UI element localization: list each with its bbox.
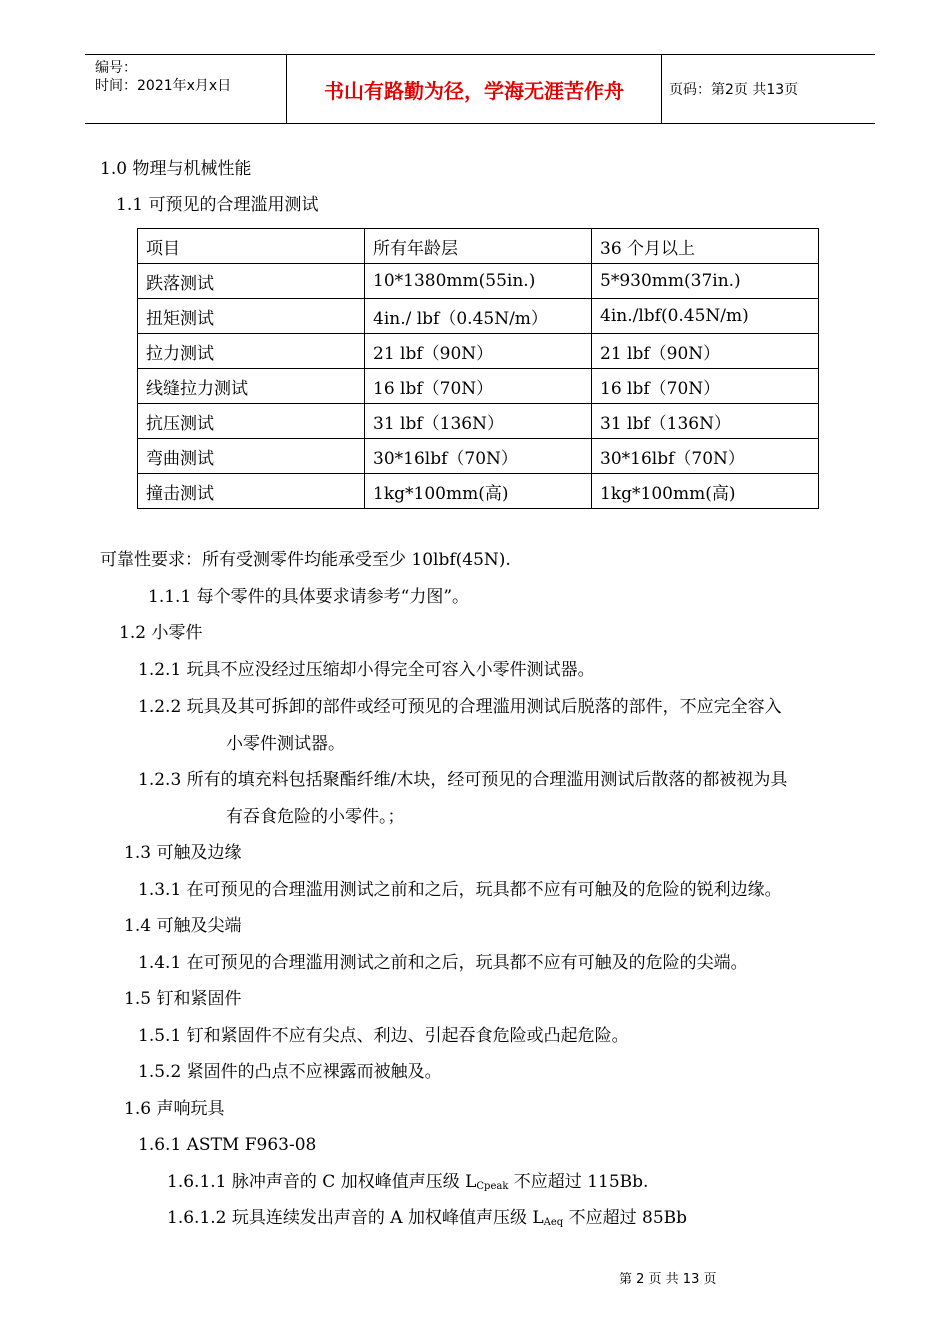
table-cell: 30*16lbf（70N）: [365, 439, 592, 474]
section-1-4-1: 1.4.1 在可预见的合理滥用测试之前和之后，玩具都不应有可触及的危险的尖端。: [138, 953, 748, 973]
header-page-label: 页码：第2页 共13页: [669, 82, 799, 98]
table-row: [138, 474, 819, 509]
table-cell: 1kg*100mm(高): [592, 474, 819, 509]
header-motto: 书山有路勤为径，学海无涯苦作舟: [286, 55, 662, 123]
table-cell: 4in./ lbf（0.45N/m）: [365, 299, 592, 334]
section-1-6: 1.6 声响玩具: [124, 1099, 225, 1119]
header-date-label: 时间：2021年x月x日: [95, 78, 232, 94]
section-1-2-3-line1: 1.2.3 所有的填充料包括聚酯纤维/木块，经可预见的合理滥用测试后散落的都被视为具: [138, 770, 788, 790]
table-cell: 21 lbf（90N）: [365, 334, 592, 369]
reliability-requirement: 可靠性要求：所有受测零件均能承受至少 10lbf(45N).: [100, 550, 511, 570]
table-cell: 弯曲测试: [138, 439, 365, 474]
section-1-2-2-line2: 小零件测试器。: [226, 734, 345, 754]
table-row: [138, 439, 819, 474]
table-cell: 31 lbf（136N）: [592, 404, 819, 439]
table-cell: 扭矩测试: [138, 299, 365, 334]
table-cell: 所有年龄层: [365, 229, 592, 264]
page-footer: 第 2 页 共 13 页: [619, 1272, 717, 1287]
a-eq-subscript: Aeq: [543, 1217, 564, 1228]
section-1-6-1-1-text: 1.6.1.1 脉冲声音的 C 加权峰值声压级 L: [167, 1172, 477, 1192]
table-cell: 31 lbf（136N）: [365, 404, 592, 439]
section-1-6-1-2: [167, 1207, 687, 1234]
table-cell: 4in./lbf(0.45N/m): [592, 299, 819, 334]
table-cell: 线缝拉力测试: [138, 369, 365, 404]
table-row: [138, 404, 819, 439]
section-1-6-1-1: [167, 1171, 648, 1198]
header-number-label: 编号：: [95, 60, 137, 76]
section-1-5: 1.5 钉和紧固件: [124, 989, 242, 1009]
table-cell: 30*16lbf（70N）: [592, 439, 819, 474]
table-cell: 拉力测试: [138, 334, 365, 369]
section-1-6-1-2-text: 1.6.1.2 玩具连续发出声音的 A 加权峰值声压级 L: [167, 1208, 544, 1228]
section-1-5-2: 1.5.2 紧固件的凸点不应裸露而被触及。: [138, 1062, 442, 1082]
test-spec-table: [137, 228, 819, 509]
table-row: [138, 264, 819, 299]
table-row: [138, 299, 819, 334]
section-1-0: 1.0 物理与机械性能: [100, 159, 252, 179]
section-1-1: 1.1 可预见的合理滥用测试: [116, 195, 319, 215]
page-header: [85, 54, 875, 124]
table-cell: 16 lbf（70N）: [592, 369, 819, 404]
table-row: [138, 369, 819, 404]
section-1-3-1: 1.3.1 在可预见的合理滥用测试之前和之后，玩具都不应有可触及的危险的锐利边缘。: [138, 880, 782, 900]
section-1-3: 1.3 可触及边缘: [124, 843, 242, 863]
table-cell: 36 个月以上: [592, 229, 819, 264]
table-cell: 1kg*100mm(高): [365, 474, 592, 509]
table-row: [138, 229, 819, 264]
table-cell: 5*930mm(37in.): [592, 264, 819, 299]
section-1-6-1-1-limit: 不应超过 115Bb.: [508, 1172, 649, 1192]
section-1-6-1: 1.6.1 ASTM F963-08: [138, 1135, 317, 1155]
section-1-2-3-line2: 有吞食危险的小零件。；: [226, 807, 405, 827]
table-cell: 跌落测试: [138, 264, 365, 299]
table-cell: 项目: [138, 229, 365, 264]
table-cell: 21 lbf（90N）: [592, 334, 819, 369]
section-1-2-1: 1.2.1 玩具不应没经过压缩却小得完全可容入小零件测试器。: [138, 660, 595, 680]
section-1-5-1: 1.5.1 钉和紧固件不应有尖点、利边、引起吞食危险或凸起危险。: [138, 1026, 629, 1046]
section-1-2: 1.2 小零件: [119, 623, 203, 643]
section-1-4: 1.4 可触及尖端: [124, 916, 242, 936]
table-cell: 10*1380mm(55in.): [365, 264, 592, 299]
header-left: [95, 59, 231, 95]
table-cell: 抗压测试: [138, 404, 365, 439]
table-cell: 撞击测试: [138, 474, 365, 509]
section-1-1-1: 1.1.1 每个零件的具体要求请参考“力图”。: [148, 587, 470, 607]
section-1-6-1-2-limit: 不应超过 85Bb: [563, 1208, 688, 1228]
table-cell: 16 lbf（70N）: [365, 369, 592, 404]
c-peak-subscript: Cpeak: [476, 1181, 509, 1192]
section-1-2-2-line1: 1.2.2 玩具及其可拆卸的部件或经可预见的合理滥用测试后脱落的部件，不应完全容入: [138, 697, 782, 717]
table-row: [138, 334, 819, 369]
